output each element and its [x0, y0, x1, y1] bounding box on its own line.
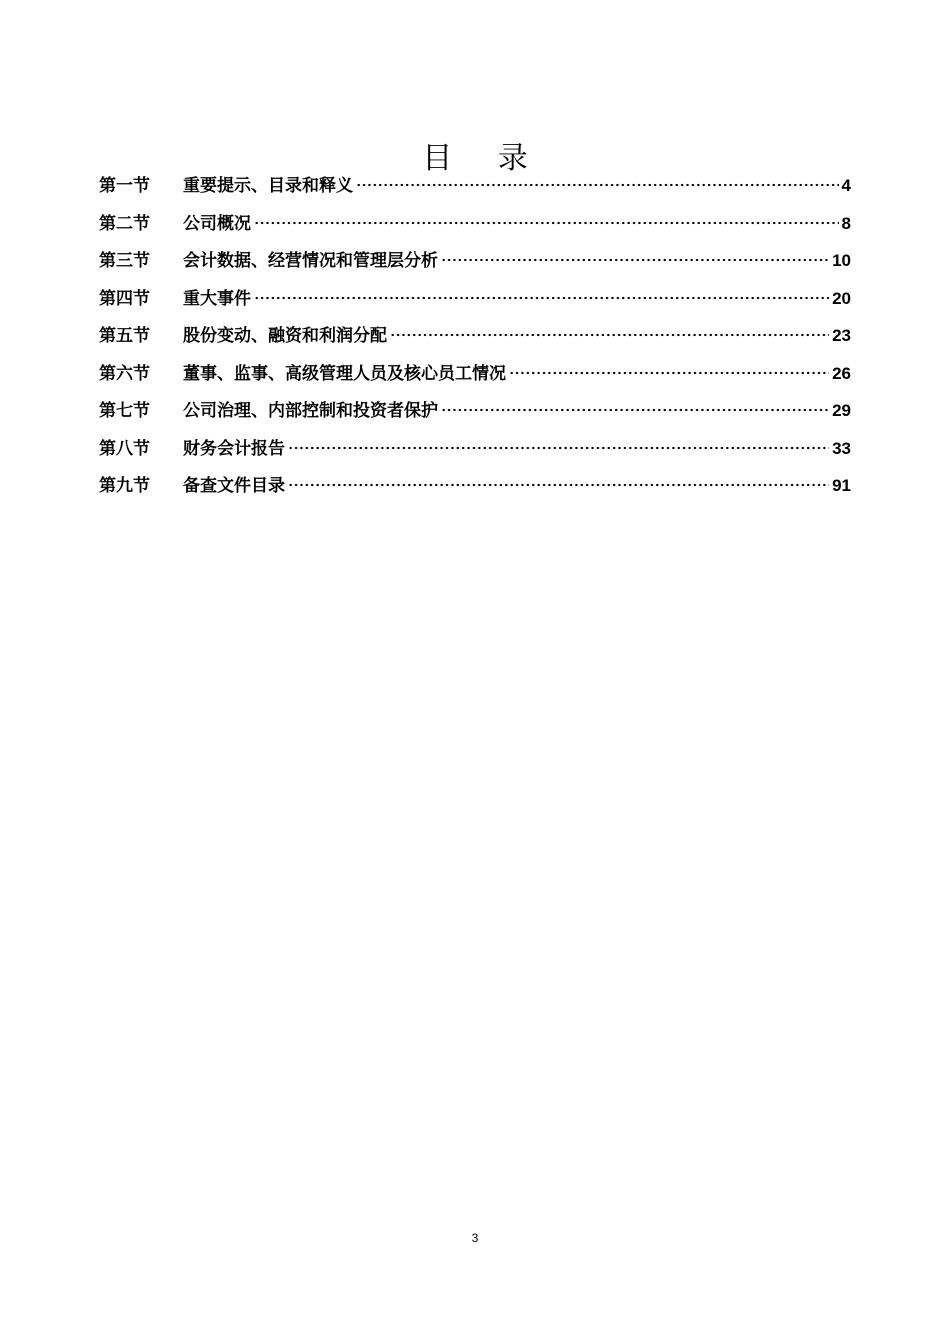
toc-section-title: 财务会计报告: [183, 438, 285, 459]
toc-section-number: 第三节: [99, 251, 150, 271]
toc-leader-dots: [441, 258, 829, 262]
toc-entry[interactable]: [99, 467, 851, 505]
toc-entry[interactable]: [99, 355, 851, 393]
toc-leader-dots: [509, 371, 829, 375]
toc-section-title: 股份变动、融资和利润分配: [183, 326, 387, 346]
toc-section-title: 备查文件目录: [183, 476, 285, 496]
toc-section-number: 第八节: [99, 438, 150, 459]
toc-page-number: 10: [832, 251, 851, 270]
toc-page-number: 4: [841, 176, 851, 195]
toc-entry[interactable]: [99, 430, 851, 468]
toc-section-number: 第九节: [99, 476, 150, 496]
toc-section-title: 董事、监事、高级管理人员及核心员工情况: [183, 363, 506, 384]
toc-page-number: 26: [832, 363, 851, 383]
toc-page-number: 20: [832, 288, 851, 308]
toc-title: 目 录: [422, 141, 546, 177]
toc-section-number: 第一节: [99, 176, 150, 196]
toc-section-title: 重大事件: [183, 288, 251, 309]
toc-entry[interactable]: [99, 167, 851, 205]
toc-section-title: 重要提示、目录和释义: [183, 176, 353, 196]
page-footer-number: 3: [471, 1231, 479, 1245]
toc-section-title: 公司治理、内部控制和投资者保护: [183, 401, 438, 421]
toc-page-number: 29: [832, 401, 851, 420]
table-of-contents: [99, 167, 851, 505]
toc-section-number: 第七节: [99, 401, 150, 421]
toc-section-number: 第五节: [99, 326, 150, 346]
toc-leader-dots: [441, 408, 829, 412]
toc-page-number: 8: [841, 213, 851, 233]
toc-section-title: 会计数据、经营情况和管理层分析: [183, 251, 438, 271]
toc-section-number: 第二节: [99, 213, 150, 234]
toc-leader-dots: [288, 483, 829, 487]
toc-page-number: 91: [832, 476, 851, 495]
toc-entry[interactable]: [99, 205, 851, 243]
toc-leader-dots: [254, 221, 839, 225]
toc-entry[interactable]: [99, 392, 851, 430]
toc-leader-dots: [356, 183, 839, 187]
toc-entry[interactable]: [99, 280, 851, 318]
toc-leader-dots: [254, 296, 829, 300]
toc-leader-dots: [288, 446, 829, 450]
toc-entry[interactable]: [99, 317, 851, 355]
toc-section-title: 公司概况: [183, 213, 251, 234]
toc-section-number: 第六节: [99, 363, 150, 384]
toc-section-number: 第四节: [99, 288, 150, 309]
toc-leader-dots: [390, 333, 829, 337]
toc-page-number: 33: [832, 438, 851, 458]
toc-page-number: 23: [832, 326, 851, 345]
toc-entry[interactable]: [99, 242, 851, 280]
